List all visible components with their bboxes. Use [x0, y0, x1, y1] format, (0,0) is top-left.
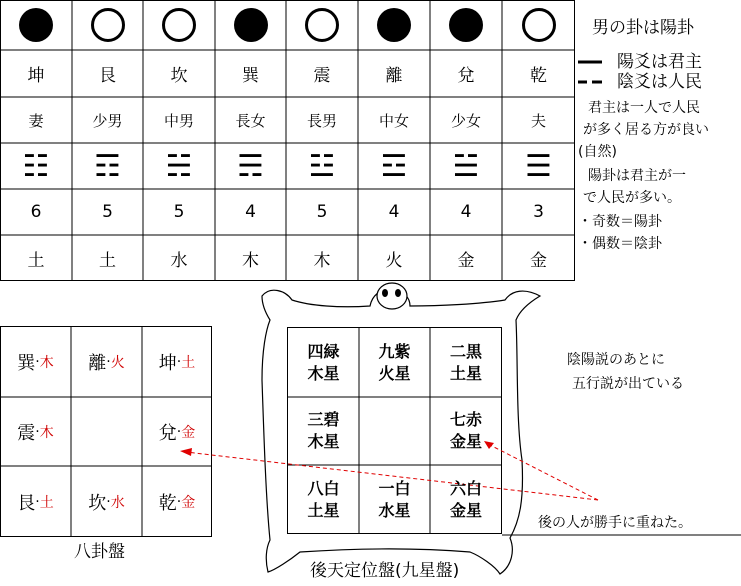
- separator-dot: ·: [106, 354, 111, 370]
- separator-dot: ·: [35, 493, 40, 510]
- open-circle-icon: [502, 0, 575, 50]
- trigram-count: 6: [30, 202, 42, 222]
- bagua-trigram: 乾: [158, 492, 177, 514]
- trigram-symbol: ☲: [380, 148, 408, 184]
- bagua-cell: [71, 466, 142, 537]
- trigram-element: 木: [242, 250, 259, 271]
- yin-label: 陰爻は人民: [617, 72, 702, 92]
- bagua-element: 金: [181, 424, 196, 441]
- bagua-element: 土: [39, 494, 54, 511]
- note-line-4: 陽卦は君主が一: [588, 168, 686, 184]
- trigram-count: 4: [388, 202, 400, 222]
- bagua-caption: 八卦盤: [74, 542, 125, 562]
- bagua-cell: [0, 397, 71, 466]
- trigram-trigram-name: 乾: [530, 66, 547, 86]
- bagua-element: 火: [110, 355, 125, 371]
- trigram-symbol: ☴: [237, 148, 264, 184]
- trigram-trigram-name: 巽: [242, 66, 259, 86]
- note-line-5: で人民が多い。: [583, 190, 681, 206]
- star-element: 木星: [307, 363, 340, 383]
- nine-star-cell: [430, 465, 502, 534]
- bagua-trigram: 震: [17, 422, 36, 444]
- nine-star-cell: [288, 465, 359, 534]
- trigram-trigram-name: 坤: [27, 66, 45, 86]
- nine-star-caption: 後天定位盤(九星盤): [310, 561, 460, 581]
- open-circle-icon: [72, 0, 143, 50]
- star-number: 三碧: [307, 410, 340, 429]
- trigram-family: 中男: [163, 111, 194, 130]
- trigram-symbol: ☶: [94, 148, 121, 184]
- star-number: 六白: [449, 478, 482, 498]
- trigram-element: 土: [27, 250, 45, 271]
- wuxing-note-2: 五行説が出ている: [572, 376, 684, 392]
- trigram-trigram-name: 震: [313, 66, 331, 86]
- trigram-element: 金: [530, 250, 547, 271]
- trigram-family: 中女: [378, 111, 409, 130]
- open-circle-icon: [286, 0, 358, 50]
- nine-star-cell: [359, 465, 430, 534]
- trigram-family: 少男: [92, 111, 123, 130]
- bagua-element: 金: [181, 494, 196, 511]
- nine-star-cell: [430, 328, 502, 397]
- trigram-symbol: ☷: [22, 148, 50, 184]
- trigram-family: 夫: [530, 111, 546, 130]
- bagua-trigram: 巽: [17, 353, 36, 374]
- trigram-symbol: ☵: [165, 148, 193, 184]
- bagua-cell: [0, 327, 71, 397]
- trigram-symbol: ☳: [308, 148, 336, 184]
- trigram-trigram-name: 艮: [99, 66, 116, 86]
- note-line-3: (自然): [578, 144, 617, 160]
- note-line-2: が多く居る方が良い: [583, 122, 709, 138]
- trigram-trigram-name: 坎: [170, 66, 188, 86]
- note-line-7: ・偶数＝陰卦: [578, 236, 662, 252]
- trigram-trigram-name: 離: [385, 66, 403, 86]
- bagua-trigram: 離: [88, 353, 107, 374]
- star-number: 八白: [307, 478, 340, 498]
- filled-circle-icon: [215, 0, 286, 50]
- notes-title: 男の卦は陽卦: [592, 18, 694, 38]
- star-element: 土星: [307, 500, 340, 520]
- separator-dot: ·: [35, 423, 40, 440]
- bagua-cell: [71, 397, 142, 466]
- trigram-element: 土: [99, 250, 116, 271]
- star-element: 金星: [449, 432, 482, 451]
- bagua-cell: [142, 466, 212, 537]
- bagua-element: 木: [39, 355, 54, 371]
- bagua-trigram: 艮: [17, 492, 36, 514]
- nine-star-cell: [288, 328, 359, 397]
- trigram-trigram-name: 兌: [457, 66, 475, 86]
- star-number: 七赤: [449, 410, 482, 429]
- star-element: 木星: [307, 432, 340, 451]
- trigram-element: 水: [170, 250, 188, 271]
- trigram-count: 3: [533, 202, 544, 222]
- star-number: 二黒: [449, 341, 482, 361]
- trigram-count: 5: [316, 202, 328, 222]
- note-line-1: 君主は一人で人民: [588, 100, 700, 116]
- star-number: 九紫: [378, 341, 411, 361]
- separator-dot: ·: [176, 493, 182, 510]
- nine-star-cell: [430, 397, 502, 465]
- nine-star-cell: [359, 328, 430, 397]
- note-line-6: ・奇数＝陽卦: [578, 214, 662, 230]
- separator-dot: ·: [176, 354, 182, 370]
- trigram-element: 金: [457, 250, 475, 271]
- trigram-element: 木: [313, 250, 331, 271]
- filled-circle-icon: [430, 0, 502, 50]
- trigram-count: 5: [102, 202, 113, 222]
- filled-circle-icon: [0, 0, 72, 50]
- bagua-cell: [0, 466, 71, 537]
- trigram-family: 長女: [235, 111, 266, 130]
- trigram-family: 少女: [450, 111, 481, 130]
- wuxing-note-1: 陰陽説のあとに: [567, 352, 665, 368]
- bagua-cell: [142, 327, 212, 397]
- trigram-count: 4: [460, 202, 472, 222]
- trigram-element: 火: [385, 250, 403, 271]
- separator-dot: ·: [106, 493, 111, 510]
- open-circle-icon: [143, 0, 215, 50]
- star-element: 土星: [449, 363, 482, 383]
- filled-circle-icon: [358, 0, 430, 50]
- bagua-element: 水: [110, 494, 125, 511]
- star-element: 金星: [449, 500, 482, 520]
- bagua-trigram: 坎: [88, 492, 107, 514]
- bagua-trigram: 兌: [158, 422, 177, 444]
- trigram-count: 4: [245, 202, 256, 222]
- trigram-symbol: ☱: [452, 148, 480, 184]
- star-element: 火星: [378, 363, 411, 383]
- nine-star-cell: [288, 397, 359, 465]
- nine-star-cell: [359, 397, 430, 465]
- yang-label: 陽爻は君主: [617, 52, 702, 72]
- bagua-element: 木: [39, 424, 54, 441]
- separator-dot: ·: [176, 423, 182, 440]
- trigram-family: 妻: [28, 111, 44, 130]
- bagua-element: 土: [181, 355, 196, 371]
- star-element: 水星: [378, 500, 411, 520]
- bagua-cell: [71, 327, 142, 397]
- trigram-symbol: ☰: [525, 148, 552, 184]
- trigram-count: 5: [173, 202, 185, 222]
- separator-dot: ·: [35, 354, 40, 370]
- star-number: 一白: [378, 478, 411, 498]
- bagua-trigram: 坤: [158, 353, 177, 374]
- later-note: 後の人が勝手に重ねた。: [538, 515, 692, 531]
- star-number: 四緑: [307, 341, 340, 361]
- trigram-family: 長男: [306, 111, 337, 130]
- bagua-cell: [142, 397, 212, 466]
